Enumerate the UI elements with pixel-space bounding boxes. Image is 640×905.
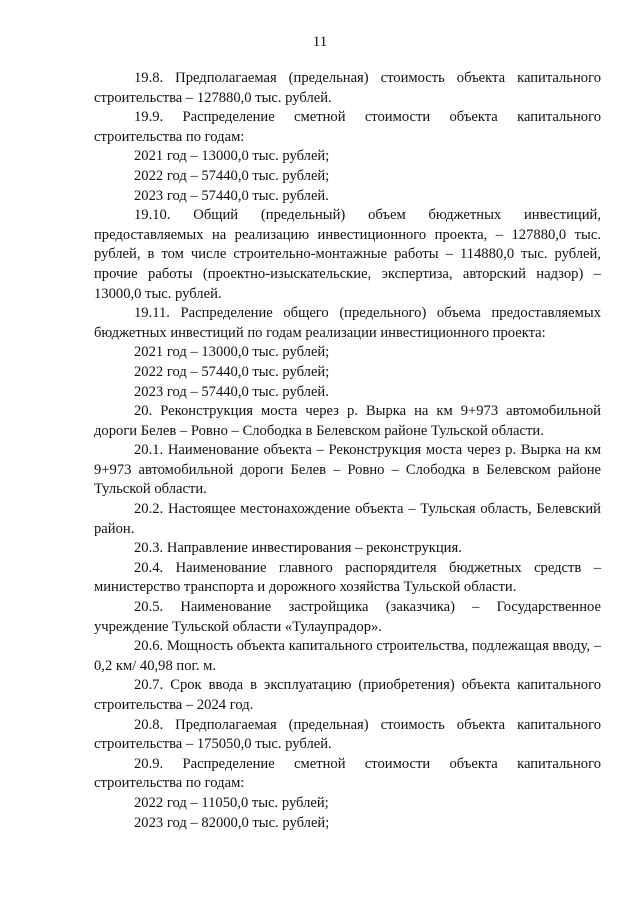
year-amount-line: 2023 год – 57440,0 тыс. рублей. bbox=[134, 383, 329, 400]
year-amount-line: 2023 год – 57440,0 тыс. рублей. bbox=[134, 187, 329, 204]
paragraph: 20.3. Направление инвестирования – реконструкция. bbox=[134, 540, 462, 557]
page-number: 11 bbox=[312, 34, 328, 50]
paragraph: 20.2. Настоящее местонахождение объекта – Тульская область, Белевский район. bbox=[94, 501, 601, 537]
paragraph: 20.7. Срок ввода в эксплуатацию (приобретения) объекта капитального строительства – 2024 год. bbox=[94, 677, 601, 713]
year-amount-line: 2023 год – 82000,0 тыс. рублей; bbox=[134, 814, 330, 831]
year-amount-line: 2022 год – 11050,0 тыс. рублей; bbox=[134, 794, 329, 811]
paragraph: 19.8. Предполагаемая (предельная) стоимость объекта капитального строительства – 127880,0 тыс. рублей. bbox=[94, 70, 601, 106]
paragraph: 20. Реконструкция моста через р. Вырка на км 9+973 автомобильной дороги Белев – Ровно – Слободка в Белевском районе Тульской области. bbox=[94, 403, 601, 439]
year-amount-line: 2021 год – 13000,0 тыс. рублей; bbox=[134, 344, 330, 361]
document-body bbox=[94, 69, 601, 833]
paragraph: 19.9. Распределение сметной стоимости объекта капитального строительства по годам: bbox=[94, 109, 601, 145]
year-amount-line: 2022 год – 57440,0 тыс. рублей; bbox=[134, 363, 330, 380]
paragraph: 20.8. Предполагаемая (предельная) стоимость объекта капитального строительства – 175050,0 тыс. рублей. bbox=[94, 716, 601, 753]
paragraph: 20.9. Распределение сметной стоимости объекта капитального строительства по годам: bbox=[94, 755, 601, 792]
paragraph: 20.5. Наименование застройщика (заказчика) – Государственное учреждение Тульской области «Тулаупрадор». bbox=[94, 599, 601, 635]
paragraph: 19.10. Общий (предельный) объем бюджетных инвестиций, предоставляемых на реализацию инвестиционного проекта, – 127880,0 тыс. рублей, в том числе строительно-монтажные работы – 114880,0 тыс. рублей, прочие работы (проектно-изыскательские, экспертиза, авторский надзор) – 13000,0 тыс. рублей. bbox=[94, 207, 601, 302]
year-amount-line: 2021 год – 13000,0 тыс. рублей; bbox=[134, 148, 330, 165]
paragraph: 20.1. Наименование объекта – Реконструкция моста через р. Вырка на км 9+973 автомобильной дороги Белев – Ровно – Слободка в Белевском районе Тульской области. bbox=[94, 442, 601, 498]
paragraph: 20.6. Мощность объекта капитального строительства, подлежащая вводу, – 0,2 км/ 40,98 пог. м. bbox=[94, 638, 601, 674]
year-amount-line: 2022 год – 57440,0 тыс. рублей; bbox=[134, 167, 330, 184]
paragraph: 20.4. Наименование главного распорядителя бюджетных средств – министерство транспорта и дорожного хозяйства Тульской области. bbox=[94, 559, 601, 596]
paragraph: 19.11. Распределение общего (предельного) объема предоставляемых бюджетных инвестиций по годам реализации инвестиционного проекта: bbox=[94, 305, 601, 341]
